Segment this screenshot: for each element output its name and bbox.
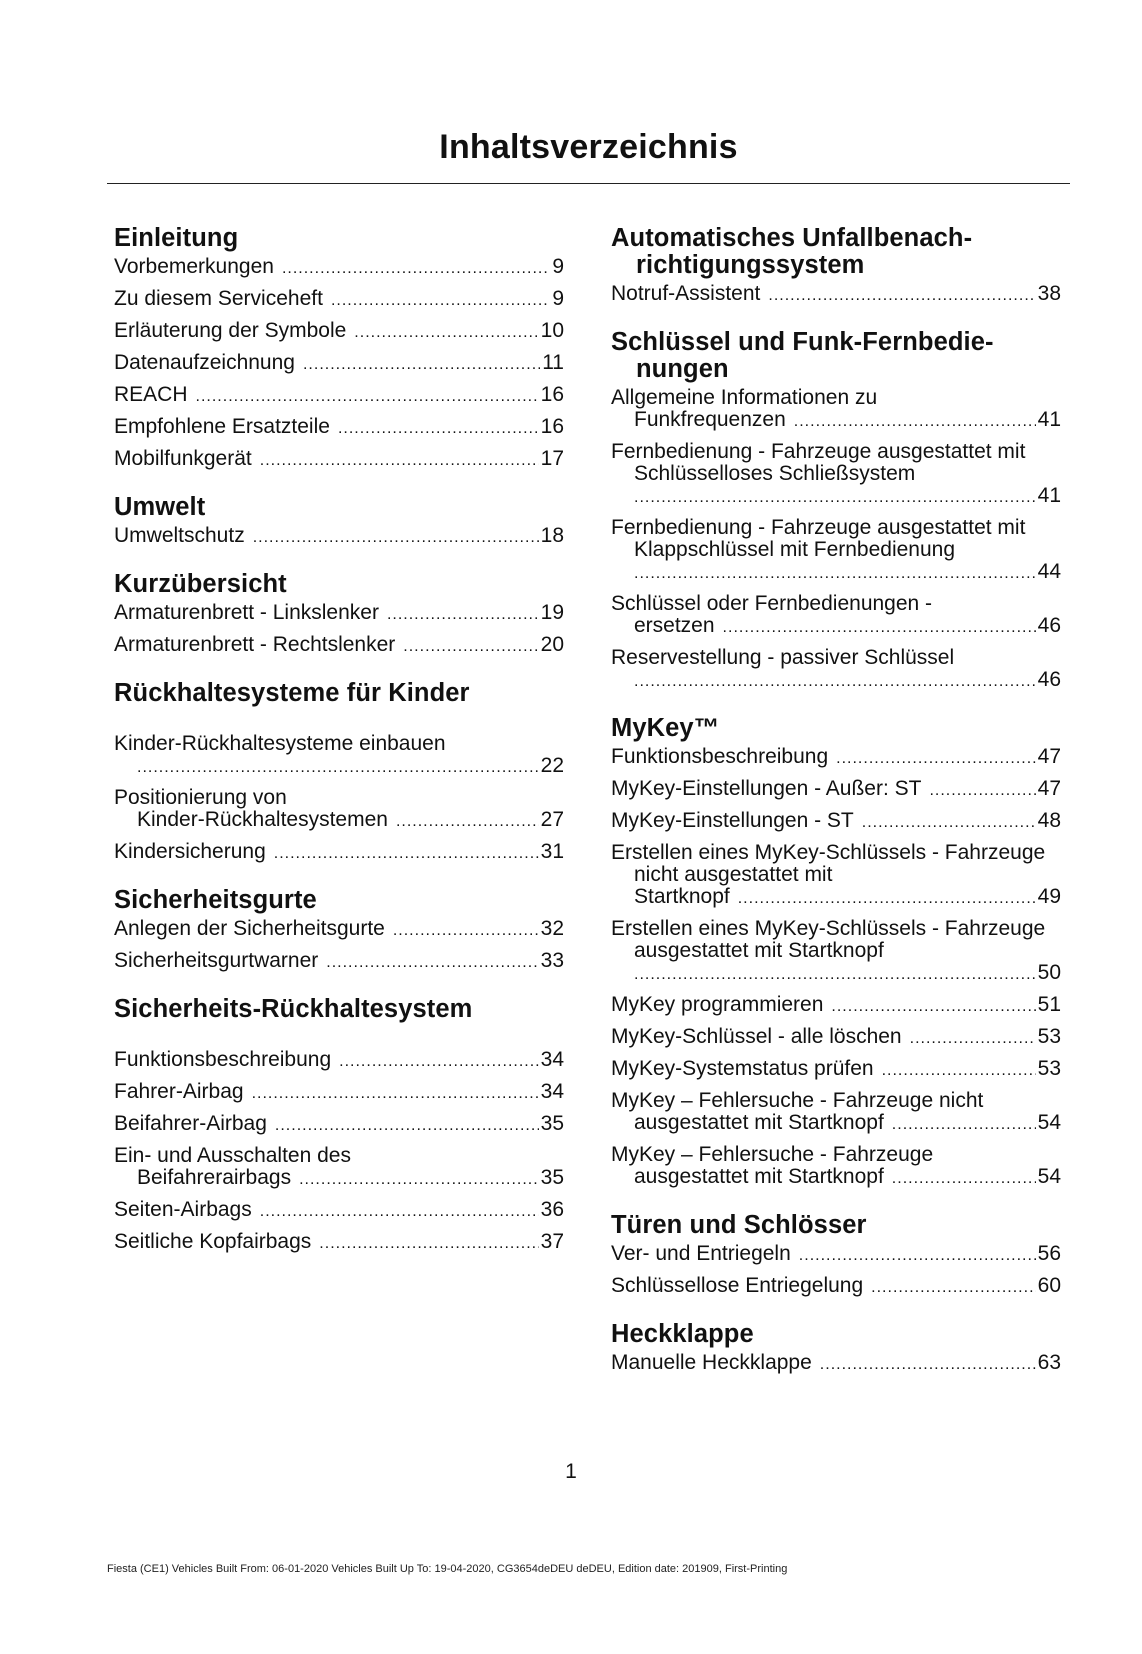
- dot-leader: [882, 1060, 1036, 1082]
- toc-entry[interactable]: [114, 384, 564, 408]
- entry-label-continued: Startknopf: [634, 885, 730, 908]
- entry-page: 34: [540, 1080, 564, 1103]
- dot-leader: [338, 418, 539, 440]
- toc-entry[interactable]: [611, 387, 1061, 433]
- toc-section: [611, 1321, 1061, 1376]
- toc-entry[interactable]: [114, 841, 564, 865]
- entry-page: 16: [540, 383, 564, 406]
- entry-page: 35: [540, 1166, 564, 1189]
- entry-page: 53: [1037, 1025, 1061, 1048]
- entry-label-continued: Kinder-Rückhaltesystemen: [137, 808, 388, 831]
- entry-label: Erstellen eines MyKey-Schlüssels - Fahrzeuge nicht ausgestattet mit: [611, 841, 1046, 886]
- entry-label: Fernbedienung - Fahrzeuge ausgestattet mit Klappschlüssel mit Fernbedienung: [611, 516, 1026, 561]
- dot-leader: [339, 1051, 539, 1073]
- toc-section: [611, 225, 1061, 307]
- toc-entry[interactable]: [611, 1090, 1061, 1136]
- toc-entry[interactable]: [611, 517, 1061, 585]
- toc-entry[interactable]: [114, 416, 564, 440]
- entry-label: Beifahrer-Airbag: [114, 1112, 267, 1135]
- entry-page: 9: [552, 255, 564, 278]
- dot-leader: [634, 563, 1036, 585]
- entry-label-continued: ausgestattet mit Startknopf: [634, 1165, 884, 1188]
- dot-leader: [303, 354, 540, 376]
- dot-leader: [196, 386, 539, 408]
- toc-entry[interactable]: [611, 593, 1061, 639]
- toc-entry[interactable]: [114, 352, 564, 376]
- entry-page: 16: [540, 415, 564, 438]
- toc-section: [114, 996, 564, 1255]
- entry-page: 53: [1037, 1057, 1061, 1080]
- entry-label: Notruf-Assistent: [611, 282, 761, 305]
- entry-label: Sicherheitsgurtwarner: [114, 949, 319, 972]
- entry-page: 33: [540, 949, 564, 972]
- toc-column-left: [114, 225, 564, 1277]
- toc-entry[interactable]: [611, 1275, 1061, 1299]
- entry-label: Ver- und Entriegeln: [611, 1242, 791, 1265]
- toc-section: [114, 571, 564, 658]
- toc-entry[interactable]: [114, 602, 564, 626]
- entry-page: 17: [540, 447, 564, 470]
- dot-leader: [393, 920, 539, 942]
- entry-page: 46: [1037, 668, 1061, 691]
- page-number: 1: [565, 1460, 577, 1483]
- toc-entry[interactable]: [611, 746, 1061, 770]
- section-title: Umwelt: [114, 493, 206, 521]
- entry-page: 49: [1037, 885, 1061, 908]
- entry-page: 63: [1037, 1351, 1061, 1374]
- entry-page: 22: [540, 754, 564, 777]
- toc-column-right: [611, 225, 1061, 1398]
- toc-entry[interactable]: [611, 994, 1061, 1018]
- toc-entry[interactable]: [114, 256, 564, 280]
- dot-leader: [892, 1114, 1036, 1136]
- dot-leader: [871, 1277, 1035, 1299]
- entry-page: 34: [540, 1048, 564, 1071]
- entry-page: 11: [542, 351, 564, 374]
- entry-label: Vorbemerkungen: [114, 255, 274, 278]
- section-title: Türen und Schlösser: [611, 1211, 867, 1239]
- dot-leader: [274, 843, 539, 865]
- section-title: Heckklappe: [611, 1320, 754, 1348]
- dot-leader: [929, 780, 1035, 802]
- section-title: MyKey™: [611, 714, 720, 742]
- entry-page: 47: [1037, 745, 1061, 768]
- toc-section: [611, 1212, 1061, 1299]
- entry-page: 37: [540, 1230, 564, 1253]
- entry-page: 44: [1037, 560, 1061, 583]
- entry-label: MyKey – Fehlersuche - Fahrzeuge nicht: [611, 1089, 984, 1112]
- section-title: Kurzübersicht: [114, 570, 287, 598]
- title-divider: [107, 183, 1070, 184]
- toc-entry[interactable]: [114, 918, 564, 942]
- toc-entry[interactable]: [114, 288, 564, 312]
- toc-entry[interactable]: [611, 842, 1061, 910]
- entry-label: MyKey – Fehlersuche - Fahrzeuge: [611, 1143, 934, 1166]
- dot-leader: [299, 1169, 539, 1191]
- toc-entry[interactable]: [114, 1113, 564, 1137]
- dot-leader: [892, 1168, 1036, 1190]
- entry-label: Umweltschutz: [114, 524, 245, 547]
- dot-leader: [794, 411, 1036, 433]
- dot-leader: [137, 757, 539, 779]
- toc-section: [114, 887, 564, 974]
- entry-page: 31: [540, 840, 564, 863]
- entry-label: Manuelle Heckklappe: [611, 1351, 812, 1374]
- entry-label: Erstellen eines MyKey-Schlüssels - Fahrzeuge ausgestattet mit Startknopf: [611, 917, 1046, 962]
- entry-label: MyKey-Systemstatus prüfen: [611, 1057, 874, 1080]
- entry-label: Positionierung von: [114, 786, 287, 809]
- entry-label: MyKey programmieren: [611, 993, 824, 1016]
- entry-label: Reservestellung - passiver Schlüssel: [611, 646, 955, 669]
- dot-leader: [634, 487, 1036, 509]
- entry-label: Schlüssel oder Fernbedienungen -: [611, 592, 933, 615]
- entry-label-continued: Beifahrerairbags: [137, 1166, 292, 1189]
- dot-leader: [252, 1083, 539, 1105]
- dot-leader: [723, 617, 1036, 639]
- entry-page: 50: [1037, 961, 1061, 984]
- dot-leader: [910, 1028, 1036, 1050]
- section-title: Schlüssel und Funk-Fernbedienungen: [611, 328, 994, 383]
- entry-label: Zu diesem Serviceheft: [114, 287, 323, 310]
- dot-leader: [260, 1201, 539, 1223]
- entry-page: 18: [540, 524, 564, 547]
- entry-page: 47: [1037, 777, 1061, 800]
- entry-label: Mobilfunkgerät: [114, 447, 252, 470]
- section-title: Sicherheits-Rückhaltesystem: [114, 995, 473, 1023]
- entry-label: Empfohlene Ersatzteile: [114, 415, 330, 438]
- entry-label: Anlegen der Sicherheitsgurte: [114, 917, 385, 940]
- entry-page: 19: [540, 601, 564, 624]
- entry-page: 56: [1037, 1242, 1061, 1265]
- toc-section: [611, 715, 1061, 1190]
- toc-entry[interactable]: [611, 1026, 1061, 1050]
- dot-leader: [396, 811, 539, 833]
- entry-page: 54: [1037, 1165, 1061, 1188]
- entry-label: Funktionsbeschreibung: [114, 1048, 332, 1071]
- section-title: Rückhaltesysteme für Kinder: [114, 679, 470, 707]
- entry-page: 38: [1037, 282, 1061, 305]
- entry-label-continued: ausgestattet mit Startknopf: [634, 1111, 884, 1134]
- dot-leader: [282, 258, 550, 280]
- entry-page: 46: [1037, 614, 1061, 637]
- toc-entry[interactable]: [114, 733, 564, 779]
- toc-entry[interactable]: [114, 634, 564, 658]
- dot-leader: [275, 1115, 539, 1137]
- section-title: Einleitung: [114, 224, 239, 252]
- toc-entry[interactable]: [611, 647, 1061, 693]
- dot-leader: [403, 636, 538, 658]
- dot-leader: [799, 1245, 1036, 1267]
- entry-label: MyKey-Einstellungen - ST: [611, 809, 854, 832]
- entry-page: 10: [540, 319, 564, 342]
- toc-entry[interactable]: [611, 1243, 1061, 1267]
- dot-leader: [319, 1233, 538, 1255]
- toc-section: [114, 680, 564, 865]
- section-title: Sicherheitsgurte: [114, 886, 317, 914]
- toc-entry[interactable]: [611, 778, 1061, 802]
- toc-section: [114, 494, 564, 549]
- section-title: Automatisches Unfallbenachrichtigungssystem: [611, 224, 973, 279]
- entry-label: Datenaufzeichnung: [114, 351, 295, 374]
- dot-leader: [836, 748, 1036, 770]
- entry-label: Ein- und Ausschalten des: [114, 1144, 351, 1167]
- entry-page: 32: [540, 917, 564, 940]
- toc-entry[interactable]: [611, 1058, 1061, 1082]
- dot-leader: [354, 322, 538, 344]
- toc-entry[interactable]: [114, 950, 564, 974]
- toc-entry[interactable]: [611, 1144, 1061, 1190]
- entry-label: Allgemeine Informationen zu: [611, 386, 878, 409]
- toc-section: [114, 225, 564, 472]
- entry-page: 9: [552, 287, 564, 310]
- toc-entry[interactable]: [114, 1145, 564, 1191]
- dot-leader: [253, 527, 539, 549]
- entry-page: 35: [540, 1112, 564, 1135]
- entry-page: 54: [1037, 1111, 1061, 1134]
- toc-entry[interactable]: [114, 448, 564, 472]
- entry-label: MyKey-Einstellungen - Außer: ST: [611, 777, 922, 800]
- entry-page: 36: [540, 1198, 564, 1221]
- entry-label: REACH: [114, 383, 188, 406]
- entry-label: Armaturenbrett - Linkslenker: [114, 601, 379, 624]
- entry-label: Fernbedienung - Fahrzeuge ausgestattet mit Schlüsselloses Schließsystem: [611, 440, 1026, 485]
- toc-entry[interactable]: [114, 1049, 564, 1073]
- entry-label-continued: ersetzen: [634, 614, 715, 637]
- toc-entry[interactable]: [611, 810, 1061, 834]
- dot-leader: [634, 964, 1036, 986]
- dot-leader: [831, 996, 1035, 1018]
- toc-entry[interactable]: [611, 1352, 1061, 1376]
- toc-entry[interactable]: [611, 441, 1061, 509]
- dot-leader: [862, 812, 1036, 834]
- entry-label: Kindersicherung: [114, 840, 266, 863]
- entry-page: 51: [1037, 993, 1061, 1016]
- footer-edition-info: Fiesta (CE1) Vehicles Built From: 06-01-2020 Vehicles Built Up To: 19-04-2020, CG3654deDEU deDEU, Edition date: 201909, First-Printing: [107, 1563, 788, 1575]
- toc-entry[interactable]: [114, 1199, 564, 1223]
- toc-section: [611, 329, 1061, 693]
- entry-label: Funktionsbeschreibung: [611, 745, 829, 768]
- entry-page: 27: [540, 808, 564, 831]
- dot-leader: [768, 285, 1035, 307]
- dot-leader: [326, 952, 538, 974]
- entry-label: Seiten-Airbags: [114, 1198, 252, 1221]
- toc-entry[interactable]: [114, 320, 564, 344]
- entry-page: 41: [1037, 408, 1061, 431]
- entry-page: 48: [1037, 809, 1061, 832]
- dot-leader: [387, 604, 539, 626]
- entry-page: 20: [540, 633, 564, 656]
- entry-label: MyKey-Schlüssel - alle löschen: [611, 1025, 902, 1048]
- toc-entry[interactable]: [611, 918, 1061, 986]
- dot-leader: [738, 888, 1036, 910]
- entry-label: Armaturenbrett - Rechtslenker: [114, 633, 396, 656]
- toc-entry[interactable]: [114, 1231, 564, 1255]
- entry-label: Kinder-Rückhaltesysteme einbauen: [114, 732, 446, 755]
- entry-page: 60: [1037, 1274, 1061, 1297]
- dot-leader: [260, 450, 539, 472]
- entry-label: Seitliche Kopfairbags: [114, 1230, 312, 1253]
- toc-entry[interactable]: [611, 283, 1061, 307]
- dot-leader: [331, 290, 550, 312]
- entry-label-continued: Funkfrequenzen: [634, 408, 786, 431]
- toc-entry[interactable]: [114, 787, 564, 833]
- toc-entry[interactable]: [114, 525, 564, 549]
- entry-page: 41: [1037, 484, 1061, 507]
- entry-label: Erläuterung der Symbole: [114, 319, 347, 342]
- page-title: Inhaltsverzeichnis: [439, 128, 738, 166]
- toc-entry[interactable]: [114, 1081, 564, 1105]
- dot-leader: [820, 1354, 1036, 1376]
- entry-label: Fahrer-Airbag: [114, 1080, 244, 1103]
- dot-leader: [634, 671, 1036, 693]
- entry-label: Schlüssellose Entriegelung: [611, 1274, 864, 1297]
